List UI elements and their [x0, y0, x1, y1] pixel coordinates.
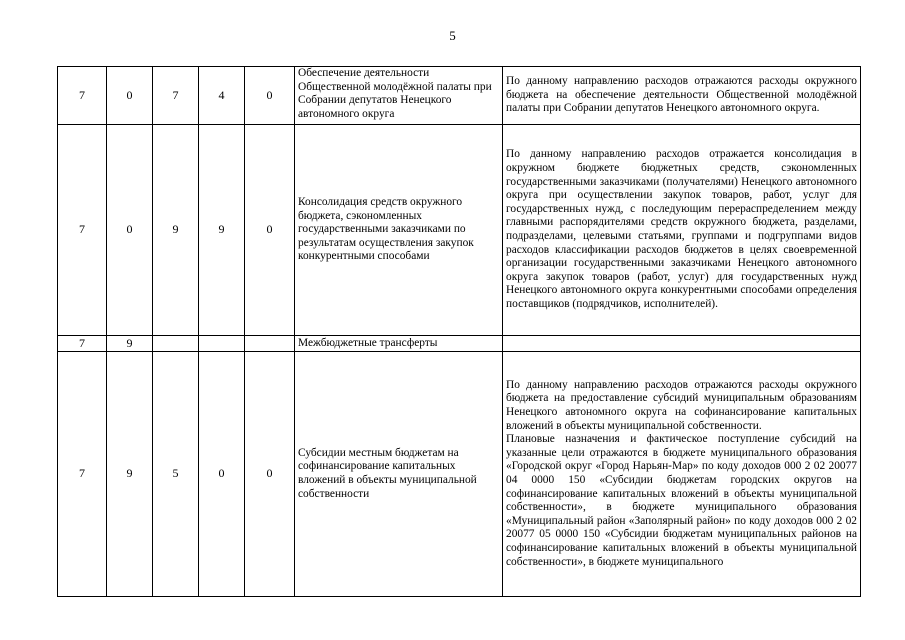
budget-classification-table [57, 66, 861, 597]
code-digit-5: 0 [245, 67, 295, 125]
code-digit-4 [199, 336, 245, 352]
code-digit-3 [153, 336, 199, 352]
code-digit-1: 7 [58, 336, 107, 352]
code-digit-3: 7 [153, 67, 199, 125]
code-digit-2: 0 [107, 125, 153, 336]
code-digit-4: 9 [199, 125, 245, 336]
description-paragraph-2: Плановые назначения и фактическое поступление субсидий на указанные цели отражаются в бюджете муниципального образования «Городской округ «Город Нарьян-Мар» по коду доходов 000 2 02 20077 04 0000 150 «Субсидии бюджетам городских округов на софинансирование капитальных вложений в объекты муниципальной собственности», в бюджете муниципального образования «Муниципальный район «Заполярный район» по коду доходов 000 2 02 20077 05 0000 150 «Субсидии бюджетам муниципальных районов на софинансирование капитальных вложений в объекты муниципальной собственности», в бюджете муниципального [506, 433, 857, 568]
code-digit-3: 9 [153, 125, 199, 336]
code-digit-4: 0 [199, 352, 245, 597]
table-row [58, 336, 861, 352]
code-digit-4: 4 [199, 67, 245, 125]
code-digit-5 [245, 336, 295, 352]
code-digit-1: 7 [58, 67, 107, 125]
code-digit-5: 0 [245, 125, 295, 336]
expense-name: Обеспечение деятельности Общественной молодёжной палаты при Собрании депутатов Ненецкого автономного округа [295, 67, 503, 125]
code-digit-2: 9 [107, 352, 153, 597]
table-row [58, 125, 861, 336]
code-digit-2: 0 [107, 67, 153, 125]
code-digit-2: 9 [107, 336, 153, 352]
description-paragraph-1: По данному направлению расходов отражаются расходы окружного бюджета на предоставление субсидий муниципальным образованиям Ненецкого автономного округа на софинансирование капитальных вложений в объекты муниципальной собственности. [506, 378, 857, 432]
expense-description: По данному направлению расходов отражаются расходы окружного бюджета на обеспечение деятельности Общественной молодёжной палаты при Собрании депутатов Ненецкого автономного округа. [503, 67, 861, 125]
page-number: 5 [449, 28, 456, 43]
code-digit-3: 5 [153, 352, 199, 597]
code-digit-5: 0 [245, 352, 295, 597]
code-digit-1: 7 [58, 125, 107, 336]
expense-description [503, 352, 861, 597]
expense-description [503, 336, 861, 352]
table-row [58, 352, 861, 597]
code-digit-1: 7 [58, 352, 107, 597]
expense-name: Субсидии местным бюджетам на софинансирование капитальных вложений в объекты муниципальной собственности [295, 352, 503, 597]
expense-description: По данному направлению расходов отражается консолидация в окружном бюджете бюджетных средств, сэкономленных государственными заказчиками (получателями) Ненецкого автономного округа при осуществлении закупок товаров, работ, услуг для государственных нужд, с последующим перераспределением между главными распорядителями средств окружного бюджета, разделами, подразделами, целевыми статьями, группами и подгруппами видов расходов классификации расходов бюджетов в целях своевременной организации государственными заказчиками Ненецкого автономного округа закупок товаров (работ, услуг) для государственных нужд Ненецкого автономного округа конкурентными способами определения поставщиков (подрядчиков, исполнителей). [503, 125, 861, 336]
expense-name: Межбюджетные трансферты [295, 336, 503, 352]
table-row [58, 67, 861, 125]
expense-name: Консолидация средств окружного бюджета, сэкономленных государственными заказчиками по результатам осуществления закупок конкурентными способами [295, 125, 503, 336]
